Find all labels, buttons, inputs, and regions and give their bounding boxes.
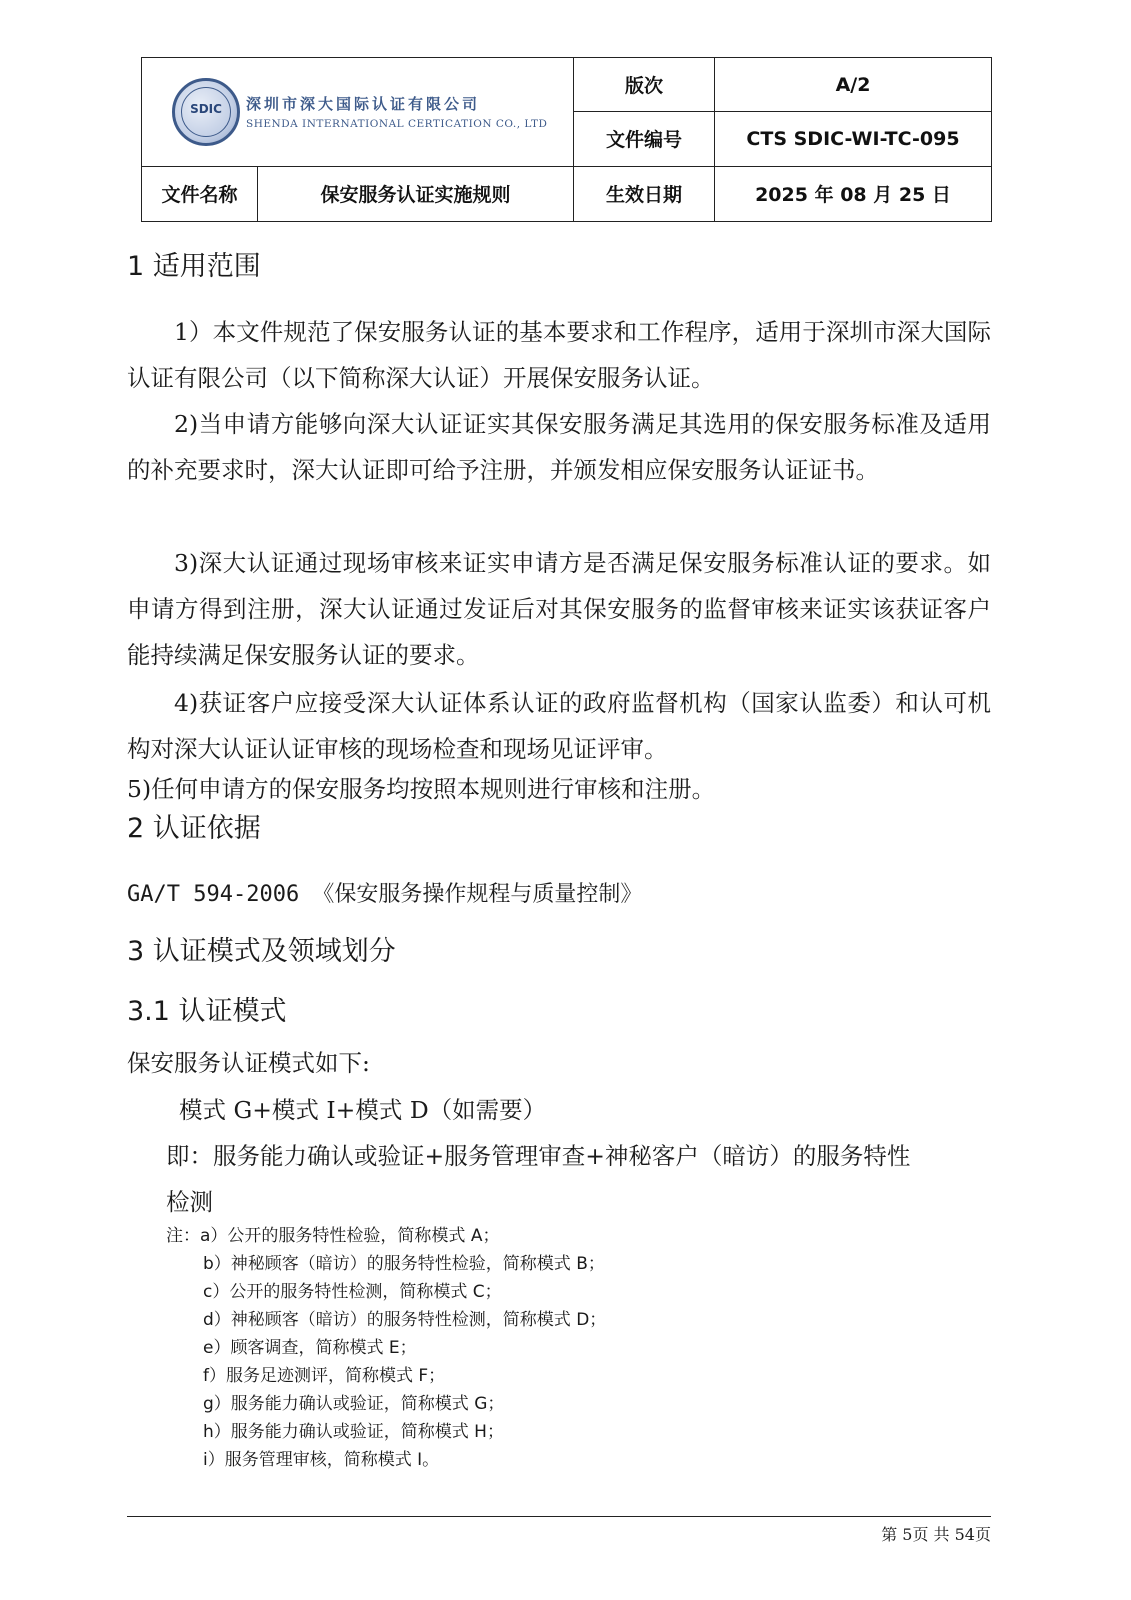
section-2-heading: 2 认证依据: [127, 813, 261, 844]
certification-mode-intro: 保安服务认证模式如下:: [127, 1049, 370, 1077]
version-value: A/2: [715, 58, 992, 112]
standard-reference: GA/T 594-2006 《保安服务操作规程与质量控制》: [127, 882, 643, 907]
note-item-e: e）顾客调查，简称模式 E；: [203, 1338, 417, 1358]
section-3-1-heading: 3.1 认证模式: [127, 996, 287, 1027]
version-label: 版次: [574, 58, 715, 112]
document-number-value: CTS SDIC-WI-TC-095: [715, 112, 992, 166]
section-1-heading: 1 适用范围: [127, 251, 261, 282]
effective-date-label: 生效日期: [574, 166, 715, 221]
section-3-heading: 3 认证模式及领域划分: [127, 936, 396, 967]
note-item-i: i）服务管理审核，简称模式 I。: [203, 1450, 440, 1470]
company-name-cn: 深圳市深大国际认证有限公司: [246, 95, 481, 114]
certification-mode-explanation-line-1: 即：服务能力确认或验证+服务管理审查+神秘客户（暗访）的服务特性: [166, 1142, 911, 1170]
section-1-paragraph-2: 2)当申请方能够向深大认证证实其保安服务满足其选用的保安服务标准及适用的补充要求时，深大认证即可给予注册，并颁发相应保安服务认证证书。: [127, 410, 991, 484]
note-item-a: 注：a）公开的服务特性检验，简称模式 A；: [166, 1226, 500, 1246]
note-item-f: f）服务足迹测评，简称模式 F；: [203, 1366, 446, 1386]
section-1-paragraph-3: 3)深大认证通过现场审核来证实申请方是否满足保安服务标准认证的要求。如申请方得到注册，深大认证通过发证后对其保安服务的监督审核来证实该获证客户能持续满足保安服务认证的要求。: [127, 549, 991, 669]
certification-mode-formula: 模式 G+模式 I+模式 D（如需要）: [179, 1096, 547, 1124]
section-1-paragraph-1: 1）本文件规范了保安服务认证的基本要求和工作程序，适用于深圳市深大国际认证有限公司（以下简称深大认证）开展保安服务认证。: [127, 318, 991, 392]
company-name-en: SHENDA INTERNATIONAL CERTICATION CO., LTD: [246, 118, 548, 131]
note-item-b: b）神秘顾客（暗访）的服务特性检验，简称模式 B；: [203, 1254, 605, 1274]
company-logo-cell: [142, 58, 574, 167]
note-item-h: h）服务能力确认或验证，简称模式 H；: [203, 1422, 504, 1442]
footer-divider: [127, 1516, 991, 1517]
note-item-c: c）公开的服务特性检测，简称模式 C；: [203, 1282, 502, 1302]
page-number: 第 5页 共 54页: [881, 1525, 991, 1544]
section-1-paragraph-4: 4)获证客户应接受深大认证体系认证的政府监督机构（国家认监委）和认可机构对深大认证认证审核的现场检查和现场见证评审。: [127, 689, 991, 763]
document-header-table: [141, 57, 992, 222]
document-name-label: 文件名称: [142, 166, 258, 221]
section-1-paragraph-5: 5)任何申请方的保安服务均按照本规则进行审核和注册。: [127, 775, 716, 803]
company-logo-icon: SDIC: [172, 78, 240, 146]
document-number-label: 文件编号: [574, 112, 715, 166]
certification-mode-explanation-line-2: 检测: [166, 1188, 213, 1216]
note-item-g: g）服务能力确认或验证，简称模式 G；: [203, 1394, 505, 1414]
document-name-value: 保安服务认证实施规则: [258, 166, 574, 221]
note-item-d: d）神秘顾客（暗访）的服务特性检测，简称模式 D；: [203, 1310, 607, 1330]
effective-date-value: 2025 年 08 月 25 日: [715, 166, 992, 221]
